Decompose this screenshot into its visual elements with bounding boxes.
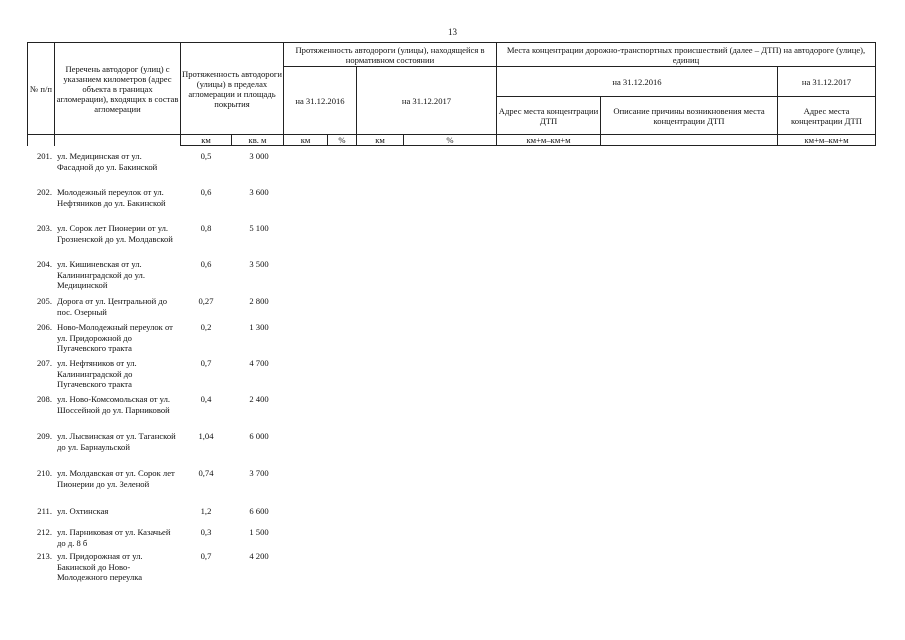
row-number: 202. [36,187,52,197]
road-length-km: 0,4 [200,394,212,404]
row-number: 208. [36,394,52,404]
unit-km: км [181,135,232,146]
road-length-km: 1,04 [198,431,214,441]
road-length-km: 0,7 [200,551,212,561]
row-number: 209. [36,431,52,441]
road-area-sqm: 4 700 [249,358,269,368]
header-dtp: Места концентрации дорожно-транспортных происшествий (далее – ДТП) на автодороге (улице), единиц [497,43,876,67]
road-area-sqm: 2 400 [249,394,269,404]
road-length-km: 0,2 [200,322,212,332]
road-name: Ново-Молодежный переулок от ул. Придорожной до Пугачевского тракта [57,322,173,353]
road-area-sqm: 1 300 [249,322,269,332]
header-addr-2017: Адрес места концентрации ДТП [778,97,876,135]
row-number: 210. [36,468,52,478]
road-name: ул. Охтинская [57,506,109,516]
row-number: 211. [37,506,52,516]
road-length-km: 0,6 [200,259,212,269]
road-length-km: 0,27 [198,296,214,306]
header-dtp-date-2017: на 31.12.2017 [778,67,876,97]
road-name: Дорога от ул. Центральной до пос. Озерный [57,296,168,317]
road-name: Молодежный переулок от ул. Нефтяников до ул. Бакинской [57,187,166,208]
row-number: 201. [36,151,52,161]
unit-pct-2017: % [404,135,497,146]
road-length-km: 0,6 [200,187,212,197]
row-number: 205. [36,296,52,306]
road-length-km: 0,7 [200,358,212,368]
row-number: 212. [36,527,52,537]
road-length-km: 0,8 [200,223,212,233]
road-area-sqm: 6 000 [249,431,269,441]
road-name: ул. Медицинская от ул. Фасадной до ул. Бакинской [57,151,158,172]
road-area-sqm: 2 800 [249,296,269,306]
road-name: ул. Нефтяников от ул. Калининградской до Пугачевского тракта [57,358,137,389]
page-number: 13 [448,27,457,37]
road-name: ул. Лысвинская от ул. Таганской до ул. Барнаульской [57,431,176,452]
road-area-sqm: 3 700 [249,468,269,478]
header-length: Протяженность автодороги (улицы) в пределах агломерации и площадь покрытия [181,43,284,135]
road-length-km: 1,2 [200,506,212,516]
header-num: № п/п [28,43,55,135]
header-desc: Описание причины возникновения места концентрации ДТП [601,97,778,135]
row-number: 206. [36,322,52,332]
road-name: ул. Ново-Комсомольская от ул. Шоссейной до ул. Парниковой [57,394,171,415]
row-number: 213. [36,551,52,561]
road-area-sqm: 3 500 [249,259,269,269]
table-header [27,42,876,146]
row-number: 207. [36,358,52,368]
road-length-km: 0,74 [198,468,214,478]
unit-pct-2016: % [328,135,357,146]
road-length-km: 0,3 [200,527,212,537]
unit-sq: кв. м [232,135,284,146]
unit-km-2016: км [284,135,328,146]
header-list: Перечень автодорог (улиц) с указанием километров (адрес объекта в границах агломерации), входящих в состав агломерации [55,43,181,135]
road-length-km: 0,5 [200,151,212,161]
road-area-sqm: 4 200 [249,551,269,561]
header-addr: Адрес места концентрации ДТП [497,97,601,135]
road-area-sqm: 3 600 [249,187,269,197]
header-date-2017: на 31.12.2017 [357,67,497,135]
road-area-sqm: 5 100 [249,223,269,233]
unit-km-2017: км [357,135,404,146]
road-name: ул. Кишиневская от ул. Калининградской до ул. Медицинской [57,259,145,290]
road-name: ул. Парниковая от ул. Казачьей до д. 8 б [57,527,171,548]
road-area-sqm: 6 600 [249,506,269,516]
header-normative: Протяженность автодороги (улицы), находящейся в нормативном состоянии [284,43,497,67]
road-name: ул. Сорок лет Пионерии от ул. Грозненской до ул. Молдавской [57,223,173,244]
row-number: 204. [36,259,52,269]
road-name: ул. Молдавская от ул. Сорок лет Пионерии до ул. Зеленой [57,468,175,489]
road-name: ул. Придорожная от ул. Бакинской до Ново-Молодежного переулка [57,551,143,582]
unit-range: км+м–км+м [497,135,601,146]
road-area-sqm: 1 500 [249,527,269,537]
road-area-sqm: 3 000 [249,151,269,161]
header-date-2016: на 31.12.2016 [284,67,357,135]
row-number: 203. [36,223,52,233]
unit-range-2017: км+м–км+м [778,135,876,146]
header-dtp-date-2016: на 31.12.2016 [497,67,778,97]
